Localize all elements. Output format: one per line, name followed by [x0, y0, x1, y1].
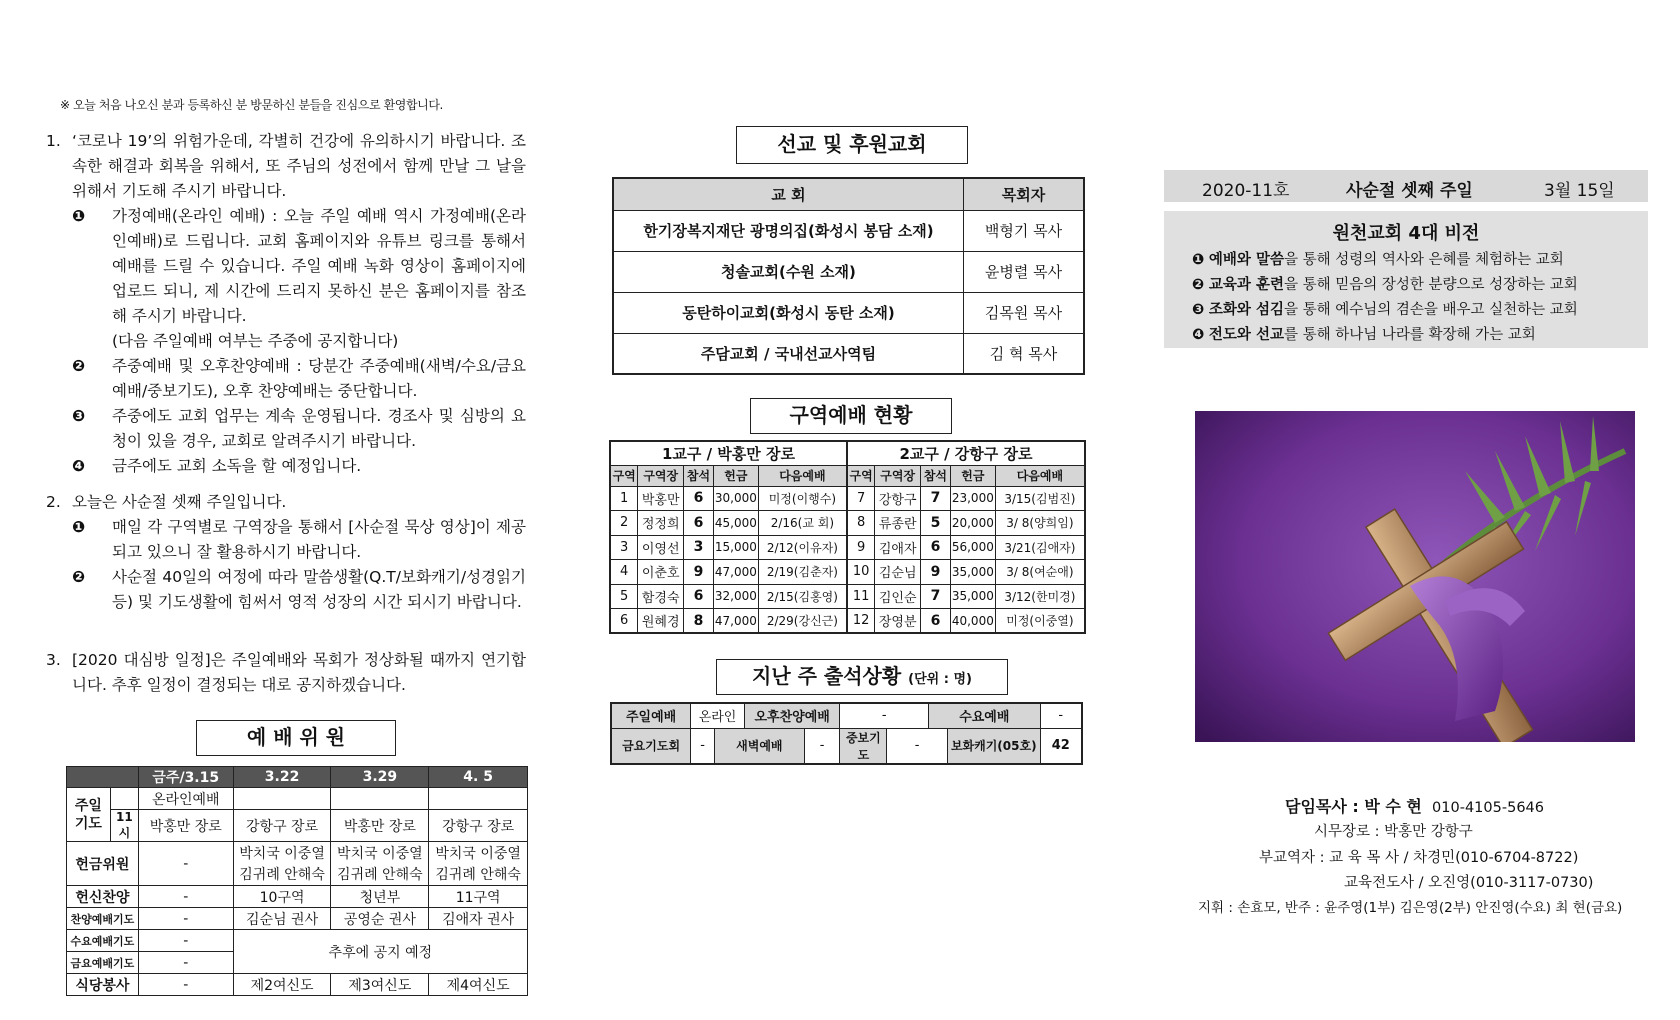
vision-item: ❷ 교육과 훈련을 통해 믿음의 장성한 분량으로 성장하는 교회	[1192, 277, 1578, 293]
offering-person: 김귀례 안해숙	[331, 864, 429, 886]
vision-box	[1164, 211, 1648, 348]
district-cell: 원혜경	[638, 609, 684, 634]
bullet-1-icon: ❶	[72, 207, 86, 225]
district-cell: 32,000	[713, 584, 758, 609]
elders: 시무장로 : 박홍만 강항구	[1314, 824, 1473, 840]
dining-label: 식당봉사	[67, 974, 139, 996]
district-cell: 15,000	[713, 535, 758, 560]
district-row	[610, 511, 1085, 536]
praise-value: 10구역	[233, 886, 331, 908]
notice-sub-text: (다음 주일예배 여부는 주중에 공지합니다)	[112, 332, 399, 350]
notice-text: 오늘은 사순절 셋째 주일입니다.	[72, 493, 287, 511]
district-cell: 35,000	[950, 584, 995, 609]
church-name: 주담교회 / 국내선교사역팀	[613, 333, 963, 374]
notice-sub	[72, 454, 526, 479]
district-cell: 6	[610, 609, 638, 634]
notice-sub	[72, 329, 526, 354]
district-cell: 7	[847, 486, 875, 511]
notice-text: ‘코로나 19’의 위험가운데, 각별히 건강에 유의하시기 바랍니다. 조속한 해결과 회복을 위해서, 또 주님의 성전에서 함께 만날 그 날을 위해서 기도해 주시기 바랍니다.	[72, 132, 526, 200]
offering-person: 박치국 이중열	[233, 842, 331, 864]
fri-prayer-current: -	[138, 952, 233, 974]
offering-person: 박치국 이중열	[331, 842, 429, 864]
district-cell: 8	[847, 511, 875, 536]
district-cell: 45,000	[713, 511, 758, 536]
prayer-label: 주일 기도	[67, 788, 111, 842]
column-header: 헌금	[950, 465, 995, 486]
district-cell: 6	[921, 535, 951, 560]
district-cell: 7	[921, 584, 951, 609]
district-rows	[610, 486, 1085, 633]
column-header: 다음예배	[995, 465, 1085, 486]
bullet-2-icon: ❷	[72, 357, 86, 375]
district-cell: 미정(이행수)	[758, 486, 847, 511]
district-row	[610, 584, 1085, 609]
wed-prayer-current: -	[138, 930, 233, 952]
district-cell: 9	[921, 560, 951, 585]
district-cell: 6	[921, 609, 951, 634]
worship-committee-table	[66, 766, 528, 996]
praise-prayer-value: -	[138, 908, 233, 930]
column-header: 다음예배	[758, 465, 847, 486]
column-header: 구역	[847, 465, 875, 486]
praise-prayer-value: 공영순 권사	[331, 908, 429, 930]
notice-sub-text: 사순절 40일의 여정에 따라 말씀생활(Q.T/보화캐기/성경읽기 등) 및 기도생활에 힘써서 영적 성장의 시간 되시기 바랍니다.	[112, 568, 526, 611]
district-cell: 9	[684, 560, 714, 585]
dining-value: 제3여신도	[331, 974, 429, 996]
att-label: 금요기도회	[611, 728, 691, 764]
praise-value: 11구역	[429, 886, 528, 908]
district-cell: 박홍만	[638, 486, 684, 511]
notice-sub	[72, 204, 526, 329]
district-cell: 3/21(김애자)	[995, 535, 1085, 560]
att-value: -	[691, 728, 715, 764]
pastor-name: 백형기 목사	[963, 210, 1084, 251]
district-worship-table	[609, 440, 1086, 634]
notice-2	[46, 490, 526, 615]
column-header: 구역	[610, 465, 638, 486]
church-name: 한기장복지재단 광명의집(화성시 봉담 소재)	[613, 210, 963, 251]
bullet-4-icon: ❹	[72, 457, 86, 475]
date-header: 3.22	[233, 767, 331, 788]
bullet-1-icon: ❶	[72, 518, 86, 536]
district-title: 구역예배 현황	[750, 398, 952, 434]
district-row	[610, 535, 1085, 560]
vision-item: ❶ 예배와 말씀을 통해 성령의 역사와 은혜를 체험하는 교회	[1192, 252, 1564, 268]
notice-1	[46, 129, 526, 479]
district-cell: 6	[684, 511, 714, 536]
bullet-3-icon: ❸	[72, 407, 86, 425]
district-cell: 30,000	[713, 486, 758, 511]
district-cell: 3/ 8(여순애)	[995, 560, 1085, 585]
district-cell: 47,000	[713, 560, 758, 585]
district-cell: 6	[684, 584, 714, 609]
prayer-person: 박홍만 장로	[331, 810, 429, 842]
notice-sub-text: 매일 각 구역별로 구역장을 통해서 [사순절 묵상 영상]이 제공되고 있으니 잘 활용하시기 바랍니다.	[112, 518, 526, 561]
att-value: -	[840, 703, 929, 728]
district-row	[610, 486, 1085, 511]
bullet-2-icon: ❷	[72, 568, 86, 586]
district-cell: 이춘호	[638, 560, 684, 585]
notice-sub-text: 주중에도 교회 업무는 계속 운영됩니다. 경조사 및 심방의 요청이 있을 경우, 교회로 알려주시기 바랍니다.	[112, 407, 526, 450]
district-cell: 40,000	[950, 609, 995, 634]
bullet-1-icon: ❶	[1192, 252, 1205, 268]
attendance-title-text: 지난 주 출석상황	[752, 664, 902, 688]
notice-number: 3.	[46, 651, 61, 669]
notice-number: 1.	[46, 132, 61, 150]
district-cell: 2/12(이유자)	[758, 535, 847, 560]
district-cell: 장영분	[875, 609, 921, 634]
notice-sub	[72, 404, 526, 454]
fri-prayer-label: 금요예배기도	[67, 952, 139, 974]
online-worship: 온라인예배	[138, 788, 233, 810]
district-cell: 3	[684, 535, 714, 560]
notice-sub-text: 금주에도 교회 소독을 할 예정입니다.	[112, 457, 362, 475]
att-value: -	[1040, 703, 1082, 728]
offering-person: 박치국 이중열	[429, 842, 528, 864]
district-cell: 56,000	[950, 535, 995, 560]
issue-bar	[1164, 170, 1648, 202]
column-header: 참석	[684, 465, 714, 486]
district-cell: 7	[921, 486, 951, 511]
att-value: -	[887, 728, 948, 764]
prayer-person: 강항구 장로	[429, 810, 528, 842]
district-cell: 10	[847, 560, 875, 585]
praise-prayer-label: 찬양예배기도	[67, 908, 139, 930]
att-label: 새벽예배	[715, 728, 805, 764]
notice-3	[46, 648, 526, 698]
notice-sub-text: 가정예배(온라인 예배) : 오늘 주일 예배 역시 가정예배(온라인예배)로 드립니다. 교회 홈페이지와 유튜브 링크를 통해서 예배를 드릴 수 있습니다. 주일 예배 녹화 영상이 홈페이지에 업로드 되니, 제 시간에 드리지 못하신 분은 홈페이지를 참조해 주시기 바랍니다.	[112, 207, 526, 325]
district-cell: 8	[684, 609, 714, 634]
district-cell: 4	[610, 560, 638, 585]
date-header: 3.29	[331, 767, 429, 788]
district-cell: 2/19(김춘자)	[758, 560, 847, 585]
church-name: 동탄하이교회(화성시 동탄 소재)	[613, 292, 963, 333]
notice-sub	[72, 565, 526, 615]
issue-number: 2020-11호	[1202, 181, 1290, 201]
bullet-2-icon: ❷	[1192, 277, 1205, 293]
group-1-header: 1교구 / 박홍만 장로	[610, 441, 847, 465]
district-cell: 이영선	[638, 535, 684, 560]
vision-item: ❸ 조화와 섬김을 통해 예수님의 겸손을 배우고 실천하는 교회	[1192, 302, 1578, 318]
praise-value: 청년부	[331, 886, 429, 908]
attendance-table	[610, 702, 1083, 765]
praise-label: 헌신찬양	[67, 886, 139, 908]
district-cell: 3/ 8(양희임)	[995, 511, 1085, 536]
senior-pastor-phone: 010-4105-5646	[1432, 800, 1544, 816]
prayer-person: 강항구 장로	[233, 810, 331, 842]
praise-prayer-value: 김애자 권사	[429, 908, 528, 930]
district-cell: 35,000	[950, 560, 995, 585]
offering-current: -	[138, 842, 233, 886]
district-cell: 9	[847, 535, 875, 560]
senior-pastor: 담임목사 : 박 수 현 010-4105-5646	[1285, 797, 1544, 816]
att-label: 보화캐기(05호)	[947, 728, 1040, 764]
district-cell: 12	[847, 609, 875, 634]
district-cell: 함경숙	[638, 584, 684, 609]
lent-cross-image	[1195, 411, 1635, 742]
column-header: 헌금	[713, 465, 758, 486]
district-cell: 3/12(한미경)	[995, 584, 1085, 609]
att-label: 수요예배	[929, 703, 1041, 728]
district-cell: 20,000	[950, 511, 995, 536]
dining-value: 제4여신도	[429, 974, 528, 996]
praise-prayer-value: 김순님 권사	[233, 908, 331, 930]
offering-label: 헌금위원	[67, 842, 139, 886]
district-row	[610, 560, 1085, 585]
date-header: 금주/3.15	[138, 767, 233, 788]
date-header: 4. 5	[429, 767, 528, 788]
district-cell: 1	[610, 486, 638, 511]
pastor-name: 김목원 목사	[963, 292, 1084, 333]
district-cell: 2	[610, 511, 638, 536]
district-cell: 2/16(교 회)	[758, 511, 847, 536]
group-2-header: 2교구 / 강항구 장로	[847, 441, 1085, 465]
district-cell: 김인순	[875, 584, 921, 609]
prayer-time: 11시	[110, 810, 138, 842]
evangelist: 교육전도사 / 오진영(010-3117-0730)	[1344, 875, 1594, 891]
corner-cell	[67, 767, 139, 788]
later-notice: 추후에 공지 예정	[233, 930, 527, 974]
district-cell: 3/15(김범진)	[995, 486, 1085, 511]
attendance-unit: (단위 : 명)	[908, 672, 972, 687]
welcome-message: ※ 오늘 처음 나오신 분과 등록하신 분 방문하신 분들을 진심으로 환영합니다.	[60, 98, 443, 112]
district-cell: 3	[610, 535, 638, 560]
district-cell: 미정(이중열)	[995, 609, 1085, 634]
bullet-4-icon: ❹	[1192, 327, 1205, 343]
offering-person: 김귀례 안해숙	[233, 864, 331, 886]
wed-prayer-label: 수요예배기도	[67, 930, 139, 952]
district-cell: 류종란	[875, 511, 921, 536]
church-name: 청솔교회(수원 소재)	[613, 251, 963, 292]
district-row	[610, 609, 1085, 634]
worship-committee-title: 예 배 위 원	[196, 720, 396, 756]
att-value: 온라인	[691, 703, 745, 728]
att-label: 오후찬양예배	[744, 703, 840, 728]
notice-sub	[72, 515, 526, 565]
column-header: 구역장	[638, 465, 684, 486]
music-staff: 지휘 : 손효모, 반주 : 윤주영(1부) 김은영(2부) 안진영(수요) 최 현(금요)	[1198, 900, 1623, 916]
district-cell: 김애자	[875, 535, 921, 560]
column-header: 교 회	[613, 178, 963, 210]
district-cell: 47,000	[713, 609, 758, 634]
column-header: 참석	[921, 465, 951, 486]
column-header: 목회자	[963, 178, 1084, 210]
notice-text: [2020 대심방 일정]은 주일예배와 목회가 정상화될 때까지 연기합니다. 추후 일정이 결정되는 대로 공지하겠습니다.	[72, 651, 526, 694]
vision-item: ❹ 전도와 선교를 통해 하나님 나라를 확장해 가는 교회	[1192, 327, 1536, 343]
praise-value: -	[138, 886, 233, 908]
att-label: 중보기도	[840, 728, 887, 764]
notice-sub-text: 주중예배 및 오후찬양예배 : 당분간 주중예배(새벽/수요/금요예배/중보기도), 오후 찬양예배는 중단합니다.	[112, 357, 526, 400]
column-header: 구역장	[875, 465, 921, 486]
att-value: 42	[1040, 728, 1082, 764]
notice-sub	[72, 354, 526, 404]
mission-title: 선교 및 후원교회	[736, 126, 968, 164]
district-cell: 23,000	[950, 486, 995, 511]
issue-date: 3월 15일	[1544, 181, 1615, 201]
district-cell: 11	[847, 584, 875, 609]
att-label: 주일예배	[611, 703, 691, 728]
notice-number: 2.	[46, 493, 61, 511]
district-cell: 6	[684, 486, 714, 511]
pastor-name: 김 혁 목사	[963, 333, 1084, 374]
issue-week: 사순절 셋째 주일	[1346, 181, 1473, 201]
offering-person: 김귀례 안해숙	[429, 864, 528, 886]
dining-value: -	[138, 974, 233, 996]
att-value: -	[804, 728, 840, 764]
prayer-person: 박홍만 장로	[138, 810, 233, 842]
pastor-name: 윤병렬 목사	[963, 251, 1084, 292]
dining-value: 제2여신도	[233, 974, 331, 996]
district-cell: 2/15(김홍영)	[758, 584, 847, 609]
associate-pastor: 부교역자 : 교 육 목 사 / 차경민(010-6704-8722)	[1259, 850, 1579, 866]
district-cell: 강항구	[875, 486, 921, 511]
mission-table	[612, 177, 1085, 375]
vision-title: 원천교회 4대 비전	[1332, 223, 1480, 244]
attendance-title	[716, 659, 1008, 695]
district-cell: 5	[610, 584, 638, 609]
district-cell: 정정희	[638, 511, 684, 536]
district-cell: 김순님	[875, 560, 921, 585]
district-cell: 5	[921, 511, 951, 536]
district-cell: 2/29(강신근)	[758, 609, 847, 634]
bullet-3-icon: ❸	[1192, 302, 1205, 318]
